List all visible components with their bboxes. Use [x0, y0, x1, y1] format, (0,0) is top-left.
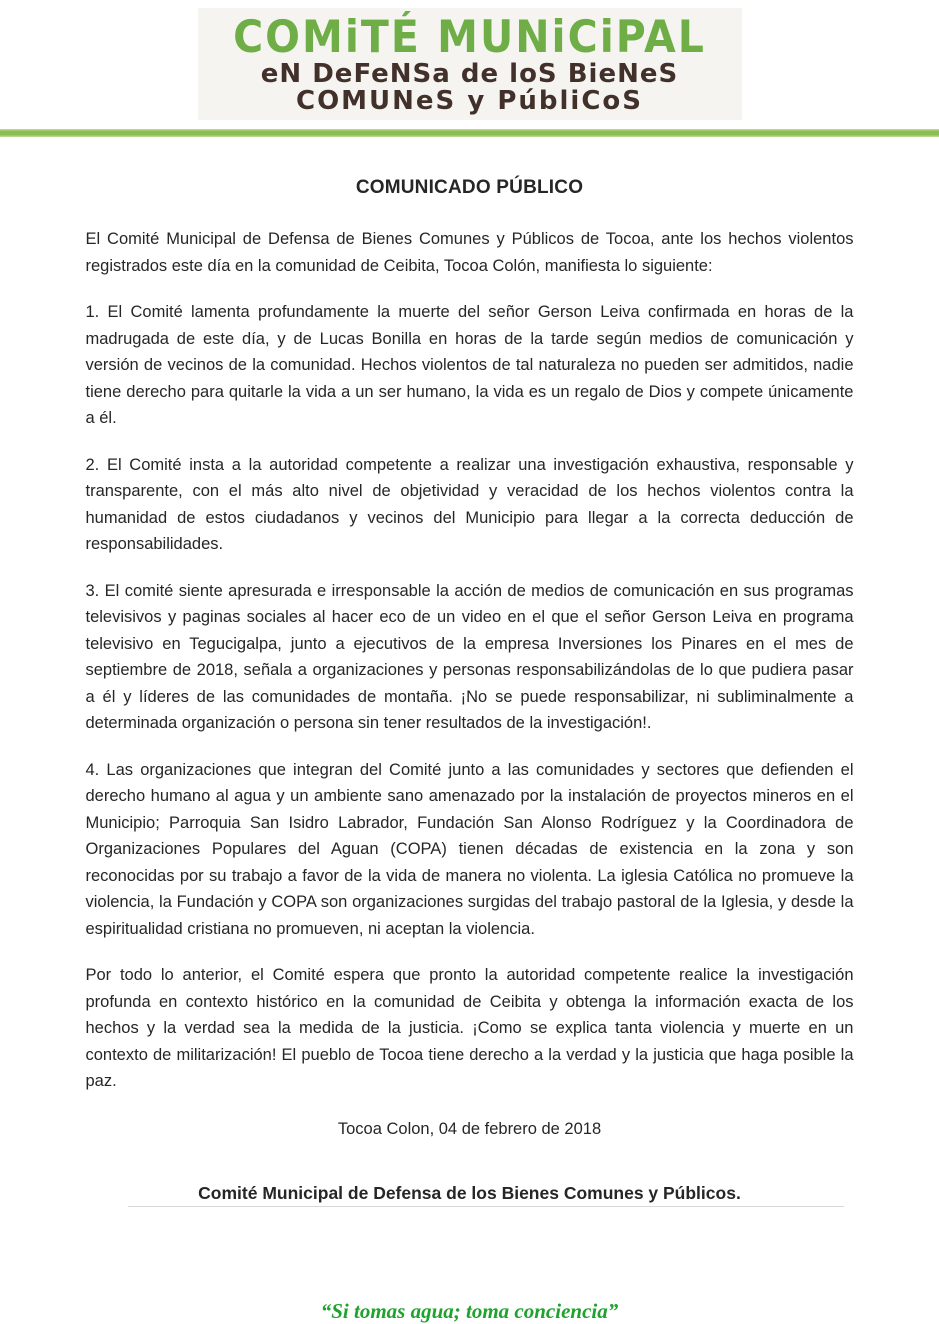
document-title: COMUNICADO PÚBLICO [355, 177, 584, 198]
closing-paragraph: Por todo lo anterior, el Comité espera que pronto la autoridad competente realice la investigación profunda en contexto histórico en la comunidad de Ceibita y obtenga la información exacta de los hechos y la verdad sea la medida de la justicia. ¡Como se explica tanta violencia y muerte en un contexto de militarización! El pueblo de Tocoa tiene derecho a la verdad y la justicia que haga posible la paz. [85, 966, 854, 1090]
numbered-paragraph-3: 3. El comité siente apresurada e irresponsable la acción de medios de comunicación en sus programas televisivos y paginas sociales al hacer eco de un video en el que el señor Gerson Leiva en programa televisivo en Tegucigalpa, junto a ejecutivos de la empresa Inversiones los Pinares en el mes de septiembre de 2018, señala a organizaciones y personas responsabilizándolas de lo que pudiera pasar a él y líderes de las comunidades de montaña. ¡No se puede responsabilizar, ni subliminalmente a determinada organización o persona sin tener resultados de la investigación!. [85, 581, 854, 732]
logo-subtitle-line2: COMUNeS y PúbliCoS [295, 85, 643, 116]
document-body [86, 177, 854, 1324]
slogan-text: “Si tomas agua; toma conciencia” [320, 1299, 619, 1323]
numbered-paragraph-4: 4. Las organizaciones que integran del Comité junto a las comunidades y sectores que defienden el derecho humano al agua y un ambiente sano amenazado por la instalación de proyectos mineros en el Municipio; Parroquia San Isidro Labrador, Fundación San Alonso Rodríguez y la Coordinadora de Organizaciones Populares del Aguan (COPA) tienen décadas de existencia en la zona y son reconocidas por su trabajo a favor de la vida de manera no violenta. La iglesia Católica no promueve la violencia, la Fundación y COPA son organizaciones surgidas del trabajo pastoral de la Iglesia, y desde la espiritualidad cristiana no promueven, ni aceptan la violencia. [85, 760, 854, 938]
signature-block [86, 1182, 854, 1207]
numbered-paragraph-2: 2. El Comité insta a la autoridad competente a realizar una investigación exhaustiva, responsable y transparente, con el más alto nivel de objetividad y veracidad de los hechos violentos contra la humanidad de estos ciudadanos y vecinos del Municipio para llegar a la correcta deducción de responsabilidades. [85, 455, 854, 553]
logo-subtitle-line1: eN DeFeNSa de loS BieNeS [260, 58, 679, 89]
logo-title-text: COMiTÉ MUNiCiPAL [233, 10, 706, 63]
numbered-paragraph-1: 1. El Comité lamenta profundamente la muerte del señor Gerson Leiva confirmada en horas de la madrugada de este día, y de Lucas Bonilla en horas de la tarde según medios de comunicación y versión de vecinos de la comunidad. Hechos violentos de tal naturaleza no pueden ser admitidos, nadie tiene derecho para quitarle la vida a un ser humano, la vida es un regalo de Dios y compete únicamente a él. [85, 303, 854, 427]
green-divider-rule [0, 129, 939, 137]
logo-header [0, 0, 939, 120]
signature-underline-rule [128, 1206, 844, 1207]
intro-paragraph: El Comité Municipal de Defensa de Bienes Comunes y Públicos de Tocoa, ante los hechos violentos registrados este día en la comunidad de Ceibita, Tocoa Colón, manifiesta lo siguiente: [85, 230, 854, 275]
signature-text: Comité Municipal de Defensa de los Bienes Comunes y Públicos. [198, 1183, 741, 1203]
organization-logo [198, 8, 742, 120]
date-line: Tocoa Colon, 04 de febrero de 2018 [337, 1119, 602, 1138]
